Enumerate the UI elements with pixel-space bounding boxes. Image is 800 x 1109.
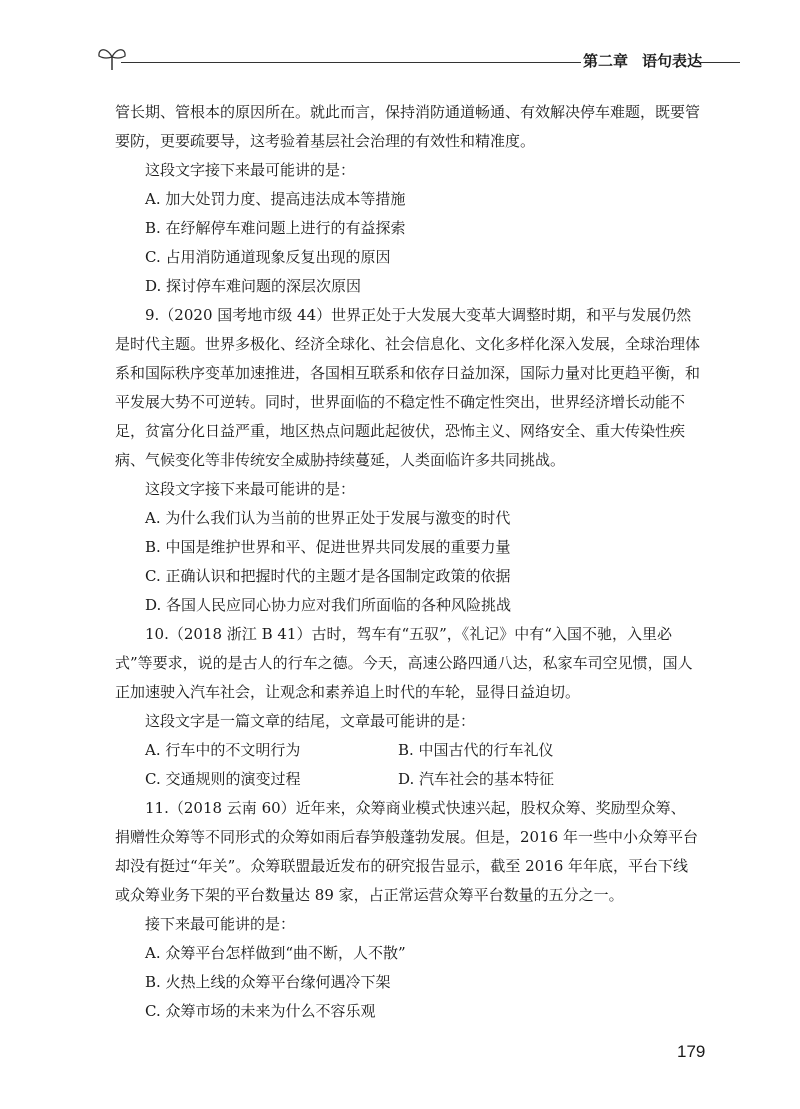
question-9: 9.（2020 国考地市级 44）世界正处于大发展大变革大调整时期，和平与发展仍然是时代主题。世界多极化、经济全球化、社会信息化、文化多样化深入发展，全球治理体系和国际秩序变革加速推进，各国相互联系和依存日益加深，国际力量对比更趋平衡，和平发展大势不可逆转。同时，世界面临的不稳定性不确定性突出，世界经济增长动能不足，贫富分化日益严重，地区热点问题此起彼伏，恐怖主义、网络安全、重大传染性疾病、气候变化等非传统安全威胁持续蔓延，人类面临许多共同挑战。	[115, 306, 701, 469]
option-b: B. 中国古代的行车礼仪	[398, 741, 554, 759]
chapter-title	[583, 50, 702, 71]
sprout-icon	[95, 42, 129, 72]
question-prompt: 接下来最可能讲的是：	[145, 915, 296, 933]
options-row	[115, 765, 700, 794]
section-label: 语句表达	[642, 52, 703, 70]
option-b: B. 在纾解停车难问题上进行的有益探索	[145, 219, 406, 237]
chapter-label: 第二章	[583, 52, 629, 70]
option-b: B. 中国是维护世界和平、促进世界共同发展的重要力量	[145, 538, 511, 556]
option-a: A. 行车中的不文明行为	[145, 741, 301, 759]
option-d: D. 汽车社会的基本特征	[398, 770, 555, 788]
question-11: 11.（2018 云南 60）近年来，众筹商业模式快速兴起，股权众筹、奖励型众筹、捐赠性众筹等不同形式的众筹如雨后春笋般蓬勃发展。但是，2016 年一些中小众筹平台却没有挺过“年关”。众筹联盟最近发布的研究报告显示，截至 2016 年年底，平台下线或众筹业务下架的平台数量达 89 家，占正常运营众筹平台数量的五分之一。	[115, 799, 698, 904]
option-c: C. 交通规则的演变过程	[145, 770, 301, 788]
option-d: D. 探讨停车难问题的深层次原因	[145, 277, 362, 295]
page-number: 179	[677, 1042, 706, 1061]
header-rule-left	[121, 62, 581, 63]
option-a: A. 众筹平台怎样做到“曲不断，人不散”	[145, 944, 406, 962]
option-a: A. 为什么我们认为当前的世界正处于发展与激变的时代	[145, 509, 511, 527]
option-c: C. 正确认识和把握时代的主题才是各国制定政策的依据	[145, 567, 511, 585]
page-body	[115, 98, 700, 1026]
options-row	[115, 736, 700, 765]
option-a: A. 加大处罚力度、提高违法成本等措施	[145, 190, 406, 208]
header-rule-right	[695, 62, 740, 63]
question-prompt: 这段文字接下来最可能讲的是：	[145, 161, 356, 179]
paragraph-continued: 管长期、管根本的原因所在。就此而言，保持消防通道畅通、有效解决停车难题，既要管要防，更要疏要导，这考验着基层社会治理的有效性和精准度。	[115, 103, 701, 150]
page-header	[95, 38, 740, 78]
option-c: C. 众筹市场的未来为什么不容乐观	[145, 1002, 376, 1020]
question-prompt: 这段文字接下来最可能讲的是：	[145, 480, 356, 498]
option-d: D. 各国人民应同心协力应对我们所面临的各种风险挑战	[145, 596, 512, 614]
question-10: 10.（2018 浙江 B 41）古时，驾车有“五驭”，《礼记》中有“入国不驰，入里必式”等要求，说的是古人的行车之德。今天，高速公路四通八达，私家车司空见惯，国人正加速驶入汽车社会，让观念和素养追上时代的车轮，显得日益迫切。	[115, 625, 693, 701]
question-prompt: 这段文字是一篇文章的结尾，文章最可能讲的是：	[145, 712, 476, 730]
option-c: C. 占用消防通道现象反复出现的原因	[145, 248, 391, 266]
option-b: B. 火热上线的众筹平台缘何遇冷下架	[145, 973, 391, 991]
